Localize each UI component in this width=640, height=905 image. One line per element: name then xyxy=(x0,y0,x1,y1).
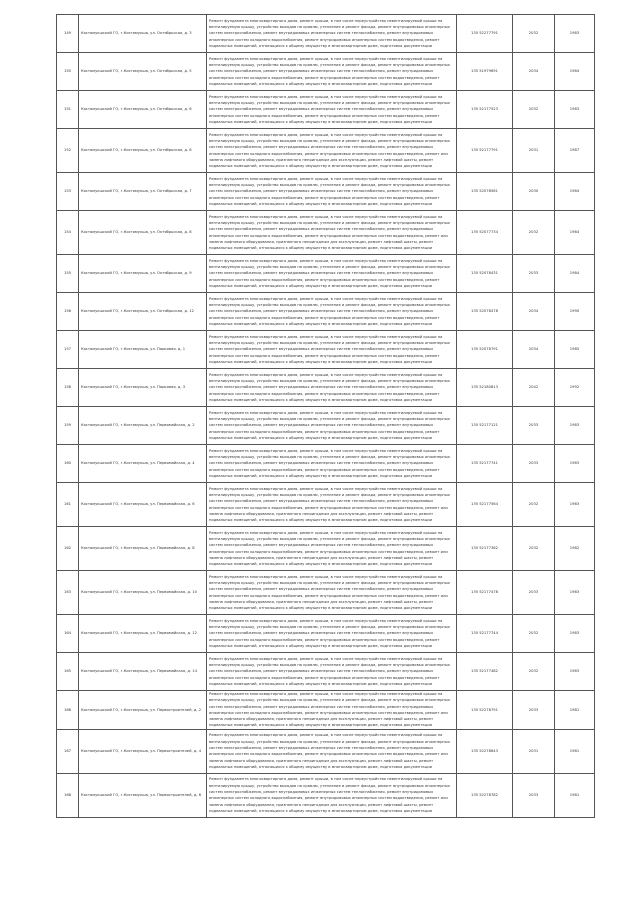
address-cell: Костомукшский ГО, г.Костомукша, ул. Октябрьская, д. 12 xyxy=(79,293,207,331)
house-code-cell: 135 52177564 xyxy=(457,483,513,527)
address-cell: Костомукшский ГО, г.Костомукша, ул. Первомайская, д. 6 xyxy=(79,483,207,527)
construction-year-cell: 1982 xyxy=(555,527,595,571)
table-row xyxy=(57,407,595,445)
table-row xyxy=(57,445,595,483)
construction-year-cell: 1983 xyxy=(555,407,595,445)
house-code-cell: 135 52078478 xyxy=(457,293,513,331)
house-code-cell: 135 52278791 xyxy=(457,691,513,730)
house-code-cell: 135 52278782 xyxy=(457,773,513,817)
row-number-cell: 152 xyxy=(57,129,79,173)
table-row xyxy=(57,91,595,129)
planned-year-cell: 2042 xyxy=(513,369,555,407)
construction-year-cell: 1984 xyxy=(555,211,595,255)
construction-year-cell: 1985 xyxy=(555,331,595,369)
house-code-cell: 135 52077734 xyxy=(457,211,513,255)
construction-year-cell: 1983 xyxy=(555,615,595,653)
row-number-cell: 162 xyxy=(57,527,79,571)
address-cell: Костомукшский ГО, г.Костомукша, ул. Октябрьская, д. 6 xyxy=(79,129,207,173)
table-row xyxy=(57,293,595,331)
planned-year-cell: 2033 xyxy=(513,691,555,730)
repair-program-table xyxy=(56,14,595,818)
row-number-cell: 160 xyxy=(57,445,79,483)
table-row xyxy=(57,255,595,293)
house-code-cell: 135 52177482 xyxy=(457,653,513,691)
row-number-cell: 154 xyxy=(57,211,79,255)
address-cell: Костомукшский ГО, г.Костомукша, ул. Октябрьская, д. 5 xyxy=(79,53,207,91)
construction-year-cell: 1983 xyxy=(555,653,595,691)
house-code-cell: 135 52177362 xyxy=(457,527,513,571)
construction-year-cell: 1990 xyxy=(555,293,595,331)
planned-year-cell: 2032 xyxy=(513,211,555,255)
planned-year-cell: 2031 xyxy=(513,729,555,773)
row-number-cell: 159 xyxy=(57,407,79,445)
works-description-cell: Ремонт фундамента многоквартирного дома, ремонт крыши, в том числе переустройство невентилируемой крыши на вентилируемую крышу, устройство выходов на кровлю, утепление и ремонт фасада, ремонт внутридомовых инженерных систем электроснабжения, ремонт внутридомовых инженерных систем теплоснабжения, ремонт внутридомовых инженерных систем холодного водоснабжения, ремонт внутридомовых инженерных систем водоотведения, ремонт подвальных помещений, относящихся к общему имуществу в многоквартирном доме, подготовка документации xyxy=(207,331,457,369)
planned-year-cell: 2033 xyxy=(513,773,555,817)
construction-year-cell: 1987 xyxy=(555,129,595,173)
table-row xyxy=(57,53,595,91)
house-code-cell: 135 52177121 xyxy=(457,407,513,445)
table-row xyxy=(57,691,595,730)
works-description-cell: Ремонт фундамента многоквартирного дома, ремонт крыши, в том числе переустройство невентилируемой крыши на вентилируемую крышу, устройство выходов на кровлю, утепление и ремонт фасада, ремонт внутридомовых инженерных систем электроснабжения, ремонт внутридомовых инженерных систем теплоснабжения, ремонт внутридомовых инженерных систем холодного водоснабжения, ремонт внутридомовых инженерных систем водоотведения, ремонт или замена лифтового оборудования, признанного непригодным для эксплуатации, ремонт лифтовой шахты, ремонт подвальных помещений, относящихся к общему имуществу в многоквартирном доме, подготовка документации xyxy=(207,211,457,255)
planned-year-cell: 2032 xyxy=(513,653,555,691)
address-cell: Костомукшский ГО, г.Костомукша, ул. Первостроителей, д. 2 xyxy=(79,691,207,730)
works-description-cell: Ремонт фундамента многоквартирного дома, ремонт крыши, в том числе переустройство невентилируемой крыши на вентилируемую крышу, устройство выходов на кровлю, утепление и ремонт фасада, ремонт внутридомовых инженерных систем электроснабжения, ремонт внутридомовых инженерных систем теплоснабжения, ремонт внутридомовых инженерных систем холодного водоснабжения, ремонт внутридомовых инженерных систем водоотведения, ремонт подвальных помещений, относящихся к общему имуществу в многоквартирном доме, подготовка документации xyxy=(207,653,457,691)
works-description-cell: Ремонт фундамента многоквартирного дома, ремонт крыши, в том числе переустройство невентилируемой крыши на вентилируемую крышу, устройство выходов на кровлю, утепление и ремонт фасада, ремонт внутридомовых инженерных систем электроснабжения, ремонт внутридомовых инженерных систем теплоснабжения, ремонт внутридомовых инженерных систем холодного водоснабжения, ремонт внутридомовых инженерных систем водоотведения, ремонт подвальных помещений, относящихся к общему имуществу в многоквартирном доме, подготовка документации xyxy=(207,293,457,331)
construction-year-cell: 1983 xyxy=(555,571,595,615)
house-code-cell: 135 52277791 xyxy=(457,15,513,53)
planned-year-cell: 2033 xyxy=(513,445,555,483)
works-description-cell: Ремонт фундамента многоквартирного дома, ремонт крыши, в том числе переустройство невентилируемой крыши на вентилируемую крышу, устройство выходов на кровлю, утепление и ремонт фасада, ремонт внутридомовых инженерных систем электроснабжения, ремонт внутридомовых инженерных систем теплоснабжения, ремонт внутридомовых инженерных систем холодного водоснабжения, ремонт внутридомовых инженерных систем водоотведения, ремонт или замена лифтового оборудования, признанного непригодным для эксплуатации, ремонт лифтовой шахты, ремонт подвальных помещений, относящихся к общему имуществу в многоквартирном доме, подготовка документации xyxy=(207,773,457,817)
house-code-cell: 135 52078561 xyxy=(457,173,513,211)
table-row xyxy=(57,211,595,255)
works-description-cell: Ремонт фундамента многоквартирного дома, ремонт крыши, в том числе переустройство невентилируемой крыши на вентилируемую крышу, устройство выходов на кровлю, утепление и ремонт фасада, ремонт внутридомовых инженерных систем электроснабжения, ремонт внутридомовых инженерных систем теплоснабжения, ремонт внутридомовых инженерных систем холодного водоснабжения, ремонт внутридомовых инженерных систем водоотведения, ремонт подвальных помещений, относящихся к общему имуществу в многоквартирном доме, подготовка документации xyxy=(207,15,457,53)
house-code-cell: 135 52180813 xyxy=(457,369,513,407)
planned-year-cell: 2031 xyxy=(513,129,555,173)
works-description-cell: Ремонт фундамента многоквартирного дома, ремонт крыши, в том числе переустройство невентилируемой крыши на вентилируемую крышу, устройство выходов на кровлю, утепление и ремонт фасада, ремонт внутридомовых инженерных систем электроснабжения, ремонт внутридомовых инженерных систем теплоснабжения, ремонт внутридомовых инженерных систем холодного водоснабжения, ремонт внутридомовых инженерных систем водоотведения, ремонт или замена лифтового оборудования, признанного непригодным для эксплуатации, ремонт лифтовой шахты, ремонт подвальных помещений, относящихся к общему имуществу в многоквартирном доме, подготовка документации xyxy=(207,129,457,173)
planned-year-cell: 2033 xyxy=(513,571,555,615)
planned-year-cell: 2034 xyxy=(513,53,555,91)
row-number-cell: 164 xyxy=(57,615,79,653)
construction-year-cell: 1981 xyxy=(555,691,595,730)
works-description-cell: Ремонт фундамента многоквартирного дома, ремонт крыши, в том числе переустройство невентилируемой крыши на вентилируемую крышу, устройство выходов на кровлю, утепление и ремонт фасада, ремонт внутридомовых инженерных систем электроснабжения, ремонт внутридомовых инженерных систем теплоснабжения, ремонт внутридомовых инженерных систем холодного водоснабжения, ремонт внутридомовых инженерных систем водоотведения, ремонт подвальных помещений, относящихся к общему имуществу в многоквартирном доме, подготовка документации xyxy=(207,255,457,293)
table-row xyxy=(57,369,595,407)
table-row xyxy=(57,571,595,615)
construction-year-cell: 1983 xyxy=(555,15,595,53)
construction-year-cell: 1981 xyxy=(555,773,595,817)
planned-year-cell: 2030 xyxy=(513,173,555,211)
works-description-cell: Ремонт фундамента многоквартирного дома, ремонт крыши, в том числе переустройство невентилируемой крыши на вентилируемую крышу, устройство выходов на кровлю, утепление и ремонт фасада, ремонт внутридомовых инженерных систем электроснабжения, ремонт внутридомовых инженерных систем теплоснабжения, ремонт внутридомовых инженерных систем холодного водоснабжения, ремонт внутридомовых инженерных систем водоотведения, ремонт подвальных помещений, относящихся к общему имуществу в многоквартирном доме, подготовка документации xyxy=(207,407,457,445)
house-code-cell: 135 52078791 xyxy=(457,331,513,369)
house-code-cell: 135 52078431 xyxy=(457,255,513,293)
row-number-cell: 156 xyxy=(57,293,79,331)
table-row xyxy=(57,527,595,571)
table-body xyxy=(57,15,595,818)
address-cell: Костомукшский ГО, г.Костомукша, ул. Первомайская, д. 10 xyxy=(79,571,207,615)
row-number-cell: 168 xyxy=(57,773,79,817)
table-row xyxy=(57,331,595,369)
construction-year-cell: 1981 xyxy=(555,729,595,773)
construction-year-cell: 1984 xyxy=(555,173,595,211)
table-row xyxy=(57,129,595,173)
row-number-cell: 163 xyxy=(57,571,79,615)
row-number-cell: 155 xyxy=(57,255,79,293)
row-number-cell: 149 xyxy=(57,15,79,53)
construction-year-cell: 1984 xyxy=(555,53,595,91)
row-number-cell: 158 xyxy=(57,369,79,407)
house-code-cell: 135 51979691 xyxy=(457,53,513,91)
row-number-cell: 150 xyxy=(57,53,79,91)
address-cell: Костомукшский ГО, г.Костомукша, ул. Октябрьская, д. 7 xyxy=(79,173,207,211)
planned-year-cell: 2032 xyxy=(513,615,555,653)
works-description-cell: Ремонт фундамента многоквартирного дома, ремонт крыши, в том числе переустройство невентилируемой крыши на вентилируемую крышу, устройство выходов на кровлю, утепление и ремонт фасада, ремонт внутридомовых инженерных систем электроснабжения, ремонт внутридомовых инженерных систем теплоснабжения, ремонт внутридомовых инженерных систем холодного водоснабжения, ремонт внутридомовых инженерных систем водоотведения, ремонт подвальных помещений, относящихся к общему имуществу в многоквартирном доме, подготовка документации xyxy=(207,615,457,653)
construction-year-cell: 1984 xyxy=(555,255,595,293)
table-row xyxy=(57,483,595,527)
works-description-cell: Ремонт фундамента многоквартирного дома, ремонт крыши, в том числе переустройство невентилируемой крыши на вентилируемую крышу, устройство выходов на кровлю, утепление и ремонт фасада, ремонт внутридомовых инженерных систем электроснабжения, ремонт внутридомовых инженерных систем теплоснабжения, ремонт внутридомовых инженерных систем холодного водоснабжения, ремонт внутридомовых инженерных систем водоотведения, ремонт или замена лифтового оборудования, признанного непригодным для эксплуатации, ремонт лифтовой шахты, ремонт подвальных помещений, относящихся к общему имуществу в многоквартирном доме, подготовка документации xyxy=(207,483,457,527)
row-number-cell: 153 xyxy=(57,173,79,211)
address-cell: Костомукшский ГО, г.Костомукша, ул. Первомайская, д. 12 xyxy=(79,615,207,653)
works-description-cell: Ремонт фундамента многоквартирного дома, ремонт крыши, в том числе переустройство невентилируемой крыши на вентилируемую крышу, устройство выходов на кровлю, утепление и ремонт фасада, ремонт внутридомовых инженерных систем электроснабжения, ремонт внутридомовых инженерных систем теплоснабжения, ремонт внутридомовых инженерных систем холодного водоснабжения, ремонт внутридомовых инженерных систем водоотведения, ремонт подвальных помещений, относящихся к общему имуществу в многоквартирном доме, подготовка документации xyxy=(207,445,457,483)
row-number-cell: 157 xyxy=(57,331,79,369)
table-row xyxy=(57,653,595,691)
planned-year-cell: 2032 xyxy=(513,527,555,571)
address-cell: Костомукшский ГО, г.Костомукша, ул. Первомайская, д. 8 xyxy=(79,527,207,571)
address-cell: Костомукшский ГО, г.Костомукша, ул. Первостроителей, д. 6 xyxy=(79,773,207,817)
construction-year-cell: 1983 xyxy=(555,445,595,483)
planned-year-cell: 2032 xyxy=(513,15,555,53)
table-row xyxy=(57,173,595,211)
house-code-cell: 135 52177523 xyxy=(457,91,513,129)
house-code-cell: 135 52177744 xyxy=(457,615,513,653)
address-cell: Костомукшский ГО, г.Костомукша, ул. Парковая, д. 1 xyxy=(79,331,207,369)
works-description-cell: Ремонт фундамента многоквартирного дома, ремонт крыши, в том числе переустройство невентилируемой крыши на вентилируемую крышу, устройство выходов на кровлю, утепление и ремонт фасада, ремонт внутридомовых инженерных систем электроснабжения, ремонт внутридомовых инженерных систем теплоснабжения, ремонт внутридомовых инженерных систем холодного водоснабжения, ремонт внутридомовых инженерных систем водоотведения, ремонт или замена лифтового оборудования, признанного непригодным для эксплуатации, ремонт лифтовой шахты, ремонт подвальных помещений, относящихся к общему имуществу в многоквартирном доме, подготовка документации xyxy=(207,527,457,571)
address-cell: Костомукшский ГО, г.Костомукша, ул. Октябрьская, д. 8 xyxy=(79,211,207,255)
address-cell: Костомукшский ГО, г.Костомукша, ул. Первостроителей, д. 4 xyxy=(79,729,207,773)
address-cell: Костомукшский ГО, г.Костомукша, ул. Октябрьская, д. 6 xyxy=(79,91,207,129)
works-description-cell: Ремонт фундамента многоквартирного дома, ремонт крыши, в том числе переустройство невентилируемой крыши на вентилируемую крышу, устройство выходов на кровлю, утепление и ремонт фасада, ремонт внутридомовых инженерных систем электроснабжения, ремонт внутридомовых инженерных систем теплоснабжения, ремонт внутридомовых инженерных систем холодного водоснабжения, ремонт внутридомовых инженерных систем водоотведения, ремонт или замена лифтового оборудования, признанного непригодным для эксплуатации, ремонт лифтовой шахты, ремонт подвальных помещений, относящихся к общему имуществу в многоквартирном доме, подготовка документации xyxy=(207,729,457,773)
works-description-cell: Ремонт фундамента многоквартирного дома, ремонт крыши, в том числе переустройство невентилируемой крыши на вентилируемую крышу, устройство выходов на кровлю, утепление и ремонт фасада, ремонт внутридомовых инженерных систем электроснабжения, ремонт внутридомовых инженерных систем теплоснабжения, ремонт внутридомовых инженерных систем холодного водоснабжения, ремонт внутридомовых инженерных систем водоотведения, ремонт подвальных помещений, относящихся к общему имуществу в многоквартирном доме, подготовка документации xyxy=(207,173,457,211)
table-row xyxy=(57,615,595,653)
planned-year-cell: 2033 xyxy=(513,255,555,293)
planned-year-cell: 2032 xyxy=(513,91,555,129)
house-code-cell: 135 52177478 xyxy=(457,571,513,615)
house-code-cell: 135 52177791 xyxy=(457,129,513,173)
works-description-cell: Ремонт фундамента многоквартирного дома, ремонт крыши, в том числе переустройство невентилируемой крыши на вентилируемую крышу, устройство выходов на кровлю, утепление и ремонт фасада, ремонт внутридомовых инженерных систем электроснабжения, ремонт внутридомовых инженерных систем теплоснабжения, ремонт внутридомовых инженерных систем холодного водоснабжения, ремонт внутридомовых инженерных систем водоотведения, ремонт или замена лифтового оборудования, признанного непригодным для эксплуатации, ремонт лифтовой шахты, ремонт подвальных помещений, относящихся к общему имуществу в многоквартирном доме, подготовка документации xyxy=(207,691,457,730)
table-row xyxy=(57,15,595,53)
table-row xyxy=(57,729,595,773)
house-code-cell: 135 52177741 xyxy=(457,445,513,483)
table-row xyxy=(57,773,595,817)
planned-year-cell: 2034 xyxy=(513,331,555,369)
row-number-cell: 165 xyxy=(57,653,79,691)
works-description-cell: Ремонт фундамента многоквартирного дома, ремонт крыши, в том числе переустройство невентилируемой крыши на вентилируемую крышу, устройство выходов на кровлю, утепление и ремонт фасада, ремонт внутридомовых инженерных систем электроснабжения, ремонт внутридомовых инженерных систем теплоснабжения, ремонт внутридомовых инженерных систем холодного водоснабжения, ремонт внутридомовых инженерных систем водоотведения, ремонт или замена лифтового оборудования, признанного непригодным для эксплуатации, ремонт лифтовой шахты, ремонт подвальных помещений, относящихся к общему имуществу в многоквартирном доме, подготовка документации xyxy=(207,571,457,615)
row-number-cell: 167 xyxy=(57,729,79,773)
works-description-cell: Ремонт фундамента многоквартирного дома, ремонт крыши, в том числе переустройство невентилируемой крыши на вентилируемую крышу, устройство выходов на кровлю, утепление и ремонт фасада, ремонт внутридомовых инженерных систем электроснабжения, ремонт внутридомовых инженерных систем теплоснабжения, ремонт внутридомовых инженерных систем холодного водоснабжения, ремонт внутридомовых инженерных систем водоотведения, ремонт подвальных помещений, относящихся к общему имуществу в многоквартирном доме, подготовка документации xyxy=(207,369,457,407)
planned-year-cell: 2032 xyxy=(513,483,555,527)
address-cell: Костомукшский ГО, г.Костомукша, ул. Первомайская, д. 4 xyxy=(79,445,207,483)
row-number-cell: 161 xyxy=(57,483,79,527)
works-description-cell: Ремонт фундамента многоквартирного дома, ремонт крыши, в том числе переустройство невентилируемой крыши на вентилируемую крышу, устройство выходов на кровлю, утепление и ремонт фасада, ремонт внутридомовых инженерных систем электроснабжения, ремонт внутридомовых инженерных систем теплоснабжения, ремонт внутридомовых инженерных систем холодного водоснабжения, ремонт внутридомовых инженерных систем водоотведения, ремонт подвальных помещений, относящихся к общему имуществу в многоквартирном доме, подготовка документации xyxy=(207,91,457,129)
address-cell: Костомукшский ГО, г.Костомукша, ул. Октябрьская, д. 3 xyxy=(79,15,207,53)
address-cell: Костомукшский ГО, г.Костомукша, ул. Первомайская, д. 14 xyxy=(79,653,207,691)
row-number-cell: 166 xyxy=(57,691,79,730)
construction-year-cell: 1983 xyxy=(555,91,595,129)
address-cell: Костомукшский ГО, г.Костомукша, ул. Парковая, д. 3 xyxy=(79,369,207,407)
planned-year-cell: 2034 xyxy=(513,293,555,331)
house-code-cell: 135 52278643 xyxy=(457,729,513,773)
works-description-cell: Ремонт фундамента многоквартирного дома, ремонт крыши, в том числе переустройство невентилируемой крыши на вентилируемую крышу, устройство выходов на кровлю, утепление и ремонт фасада, ремонт внутридомовых инженерных систем электроснабжения, ремонт внутридомовых инженерных систем теплоснабжения, ремонт внутридомовых инженерных систем холодного водоснабжения, ремонт внутридомовых инженерных систем водоотведения, ремонт подвальных помещений, относящихся к общему имуществу в многоквартирном доме, подготовка документации xyxy=(207,53,457,91)
address-cell: Костомукшский ГО, г.Костомукша, ул. Первомайская, д. 2 xyxy=(79,407,207,445)
construction-year-cell: 1992 xyxy=(555,369,595,407)
row-number-cell: 151 xyxy=(57,91,79,129)
construction-year-cell: 1983 xyxy=(555,483,595,527)
planned-year-cell: 2033 xyxy=(513,407,555,445)
address-cell: Костомукшский ГО, г.Костомукша, ул. Октябрьская, д. 9 xyxy=(79,255,207,293)
